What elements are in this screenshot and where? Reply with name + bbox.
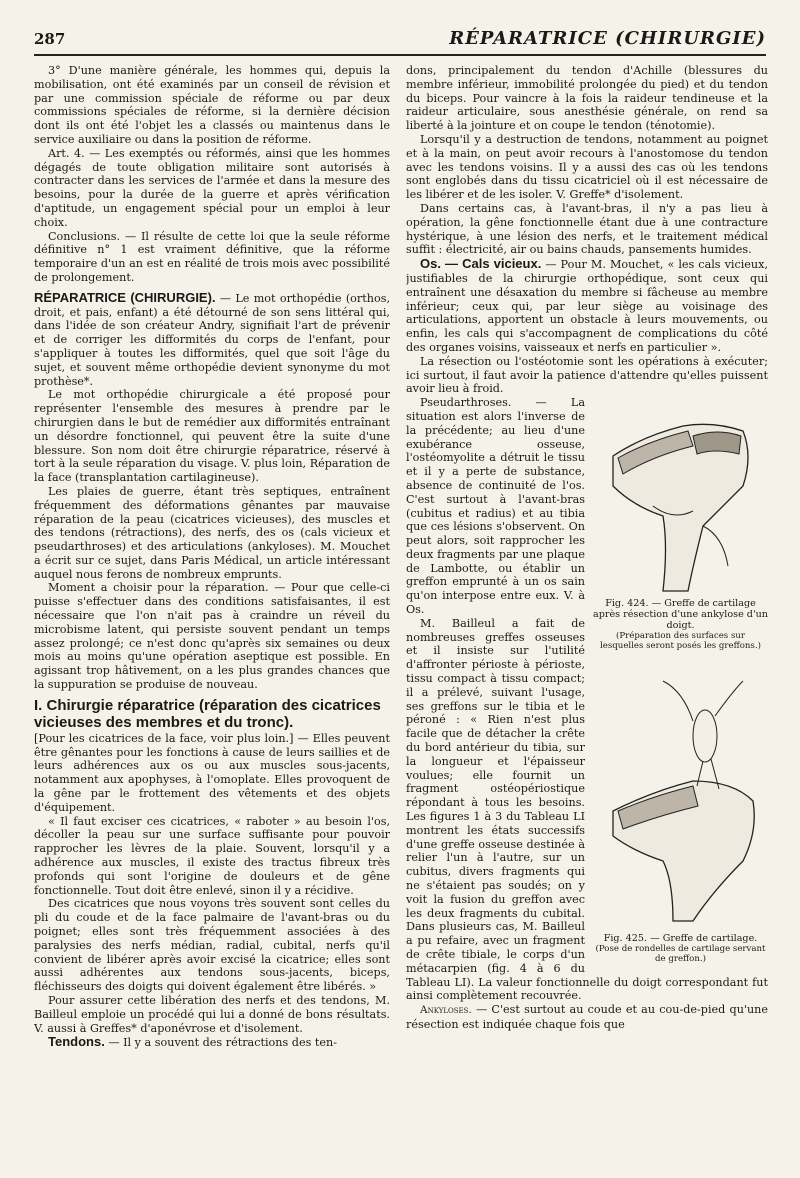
paragraph: La résection ou l'ostéotomie sont les opérations à exécuter; ici surtout, il faut avoir la patience d'attendre qu'elles puissent avoir lieu à froid.: [406, 354, 768, 396]
figure-subcaption: (Pose de rondelles de cartilage servant de greffon.): [595, 944, 766, 965]
paragraph: Tendons. — Il y a souvent des rétractions des ten-: [48, 1034, 337, 1050]
subheading-os: Os. — Cals vicieux.: [420, 256, 542, 272]
paragraph: Pseudarthroses. — La situation est alors l'inverse de la précédente; au lieu d'une exubérance osseuse, l'ostéomyolite a détruit le tissu et il y a perte de substance, absence de continuité de l'os. C'est surtout à l'avant-bras (cubitus et radius) et au tibia que ces lésions s'observent. On peut alors, soit rapprocher les deux fragments par une plaque de Lambotte, ou établir un greffon emprunté à un os sain qu'on interpose entre eux. V. à Os.: [406, 396, 585, 617]
paragraph: Les plaies de guerre, étant très septiques, entraînent fréquemment des déformations gênantes par mauvaise réparation de la peau (cicatrices vicieuses), des muscles et des tendons (rétractions), des nerfs, des os (cals vicieux et pseudarthroses) et des articulations (ankyloses). M. Mouchet a écrit sur ce sujet, dans Paris Médical, un article intéressant auquel nous ferons de nombreux emprunts.: [34, 484, 390, 581]
paragraph: Ankyloses. — C'est surtout au coude et au cou-de-pied qu'une résection est indiquée chaque fois que: [406, 1003, 768, 1031]
figure-caption: Fig. 425. — Greffe de cartilage.: [603, 933, 758, 945]
page-header: [34, 14, 766, 56]
finger-graft-illustration: [593, 396, 768, 596]
right-column: [406, 64, 768, 1168]
figure-subcaption: (Préparation des surfaces sur lesquelles seront posés les greffons.): [600, 631, 761, 652]
entry-text: — Le mot orthopédie (orthos, droit, et pais, enfant) a été détourné de son sens littéral qui, dans l'idée de son créateur Andry, signifiait l'art de prévenir et de corriger les difformités du corps de l'enfant, pour s'appliquer à toutes les difformités, quel que soit l'âge du sujet, et souvent même orthopédie devient synonyme du mot prothèse*.: [34, 291, 390, 388]
paragraph: Le mot orthopédie chirurgicale a été proposé pour représenter l'ensemble des mesures à prendre par le chirurgien dans le but de remédier aux difformités entraînant un désordre fonctionnel, qui peuvent être la suite d'une blessure. Son nom doit être chirurgie réparatrice, réservé à tort à la seule réparation du visage. V. plus loin, Réparation de la face (transplantation cartilagineuse).: [34, 388, 390, 485]
section-heading: I. Chirurgie réparatrice (réparation des cicatrices vicieuses des membres et du tronc).: [34, 696, 381, 731]
paragraph: M. Bailleul a fait de nombreuses greffes osseuses et il insiste sur l'utilité d'affronter périoste à périoste, tissu compact à tissu compact; il a prélevé, suivant l'usage, ses greffons sur le tibia et le péroné : « Rien n'est plus facile que de détacher la crête du bord antérieur du tibia, sur la longueur et l'épaisseur voulues; elle fournit un fragment ostéopériostique répondant à tous les besoins. Les figures 1 à 3 du Tableau LI montrent les états successifs d'une greffe osseuse destinée à relier l'un à l'autre, sur un cubitus, divers fragments qui ne s'étaient pas soudés; on y voit la fusion du greffon avec les deux fragments du cubital. Dans plusieurs cas, M. Bailleul a pu refaire, avec un fragment de crête tibiale, le corps d'un métacarpien (fig. 4 à 6 du Tableau LI). La valeur fonctionnelle du doigt correspondant fut ainsi complètement recouvrée.: [406, 616, 768, 1003]
cartilage-graft-illustration: [593, 661, 768, 931]
figure-425: [593, 661, 768, 964]
figure-424: [593, 396, 768, 651]
running-title: RÉPARATRICE (CHIRURGIE): [449, 28, 766, 49]
subheading-ankyloses: Ankyloses.: [420, 1004, 472, 1017]
paragraph: Os. — Cals vicieux. — Pour M. Mouchet, « les cals vicieux, justifiables de la chirurgie orthopédique, sont ceux qui entraînent une désaxation du membre si fâcheuse au membre inférieur; ceux qui, par leur siège au voisinage des articulations, apportent un obstacle à leurs mouvements, ou enfin, les cals qui s'accompagnent de complications du côté des organes voisins, vaisseaux et nerfs en particulier ».: [406, 256, 768, 354]
subheading-tendons: Tendons.: [48, 1034, 105, 1050]
figure-caption: Fig. 424. — Greffe de cartilage après résection d'une ankylose d'un doigt.: [593, 598, 768, 632]
paragraph: Moment a choisir pour la réparation. — Pour que celle-ci puisse s'effectuer dans des conditions satisfaisantes, il est nécessaire que l'on n'ait pas à craindre un réveil du microbisme latent, qui persiste souvent pendant un temps assez prolongé; ce n'est donc qu'après six semaines ou deux mois au moins qu'une opération aseptique est possible. En agissant trop hâtivement, on a les plus grandes chances que la suppuration se produise de nouveau.: [34, 581, 390, 692]
paragraph: Art. 4. — Les exemptés ou réformés, ainsi que les hommes dégagés de toute obligation militaire sont autorisés à contracter dans les services de l'armée et dans la mesure des besoins, pour la durée de la guerre et après vérification d'aptitude, un engagement spécial pour un emploi à leur choix.: [34, 146, 390, 229]
paragraph: Des cicatrices que nous voyons très souvent sont celles du pli du coude et de la face palmaire de l'avant-bras ou du poignet; elles sont très fréquemment associées à des paralysies des nerfs médian, radial, cubital, nerfs qu'il convient de libérer après avoir excisé la cicatrice; elles sont aussi adhérentes aux tendons sous-jacents, biceps, fléchisseurs des doigts qui doivent également être libérés. »: [34, 897, 390, 994]
paragraph: Lorsqu'il y a destruction de tendons, notamment au poignet et à la main, on peut avoir recours à l'anostomose du tendon avec les tendons voisins. Il y a aussi des cas où les tendons sont englobés dans du tissu cicatriciel où il est nécessaire de les libérer et de les isoler. V. Greffe* d'isolement.: [406, 132, 768, 202]
left-column: [34, 64, 390, 1168]
paragraph: Pour assurer cette libération des nerfs et des tendons, M. Bailleul emploie un procédé qui lui a donné de bons résultats. V. aussi à Greffes* d'aponévrose et d'isolement.: [34, 994, 390, 1035]
page-number: 287: [34, 30, 66, 48]
paragraph: [Pour les cicatrices de la face, voir plus loin.] — Elles peuvent être gênantes pour les fonctions à cause de leurs saillies et de leurs adhérences aux os ou aux muscles sous-jacents, notamment aux apophyses, à l'omoplate. Elles provoquent de la gêne par le frottement des vêtements et des objets d'équipement.: [34, 731, 390, 814]
paragraph: Conclusions. — Il résulte de cette loi que la seule réforme définitive n° 1 est vraiment définitive, que la réforme temporaire d'un an est en réalité de trois mois avec possibilité de prolongement.: [34, 229, 390, 284]
entry-heading: RÉPARATRICE (CHIRURGIE).: [34, 289, 216, 305]
paragraph: dons, principalement du tendon d'Achille (blessures du membre inférieur, immobilité prolongée du pied) et du tendon du biceps. Pour vaincre à la fois la raideur tendineuse et la raideur articulaire, sous anesthésie générale, on rend sa liberté à la jointure et on coupe le tendon (ténotomie).: [406, 64, 768, 133]
paragraph: Dans certains cas, à l'avant-bras, il n'y a pas lieu à opération, la gêne fonctionnelle étant due à une contracture hystérique, à une lésion des nerfs, et le traitement médical suffit : électricité, air ou bains chauds, pansements humides.: [406, 201, 768, 257]
paragraph: « Il faut exciser ces cicatrices, « raboter » au besoin l'os, décoller la peau sur une surface suffisante pour pouvoir rapprocher les lèvres de la plaie. Souvent, lorsqu'il y a adhérence aux muscles, il existe des tractus fibreux très profonds qui sont l'origine de douleurs et de gêne fonctionnelle. Tout doit être enlevé, sinon il y a récidive.: [34, 814, 390, 897]
article-entry: [34, 291, 390, 389]
paragraph: 3° D'une manière générale, les hommes qui, depuis la mobilisation, ont été examinés par un conseil de révision et par une commission spéciale de réforme ou par deux commissions spéciales de réforme, si la dernière décision dont ils ont été l'objet les a classés ou maintenus dans le service auxiliaire ou dans la position de réforme.: [34, 64, 390, 146]
